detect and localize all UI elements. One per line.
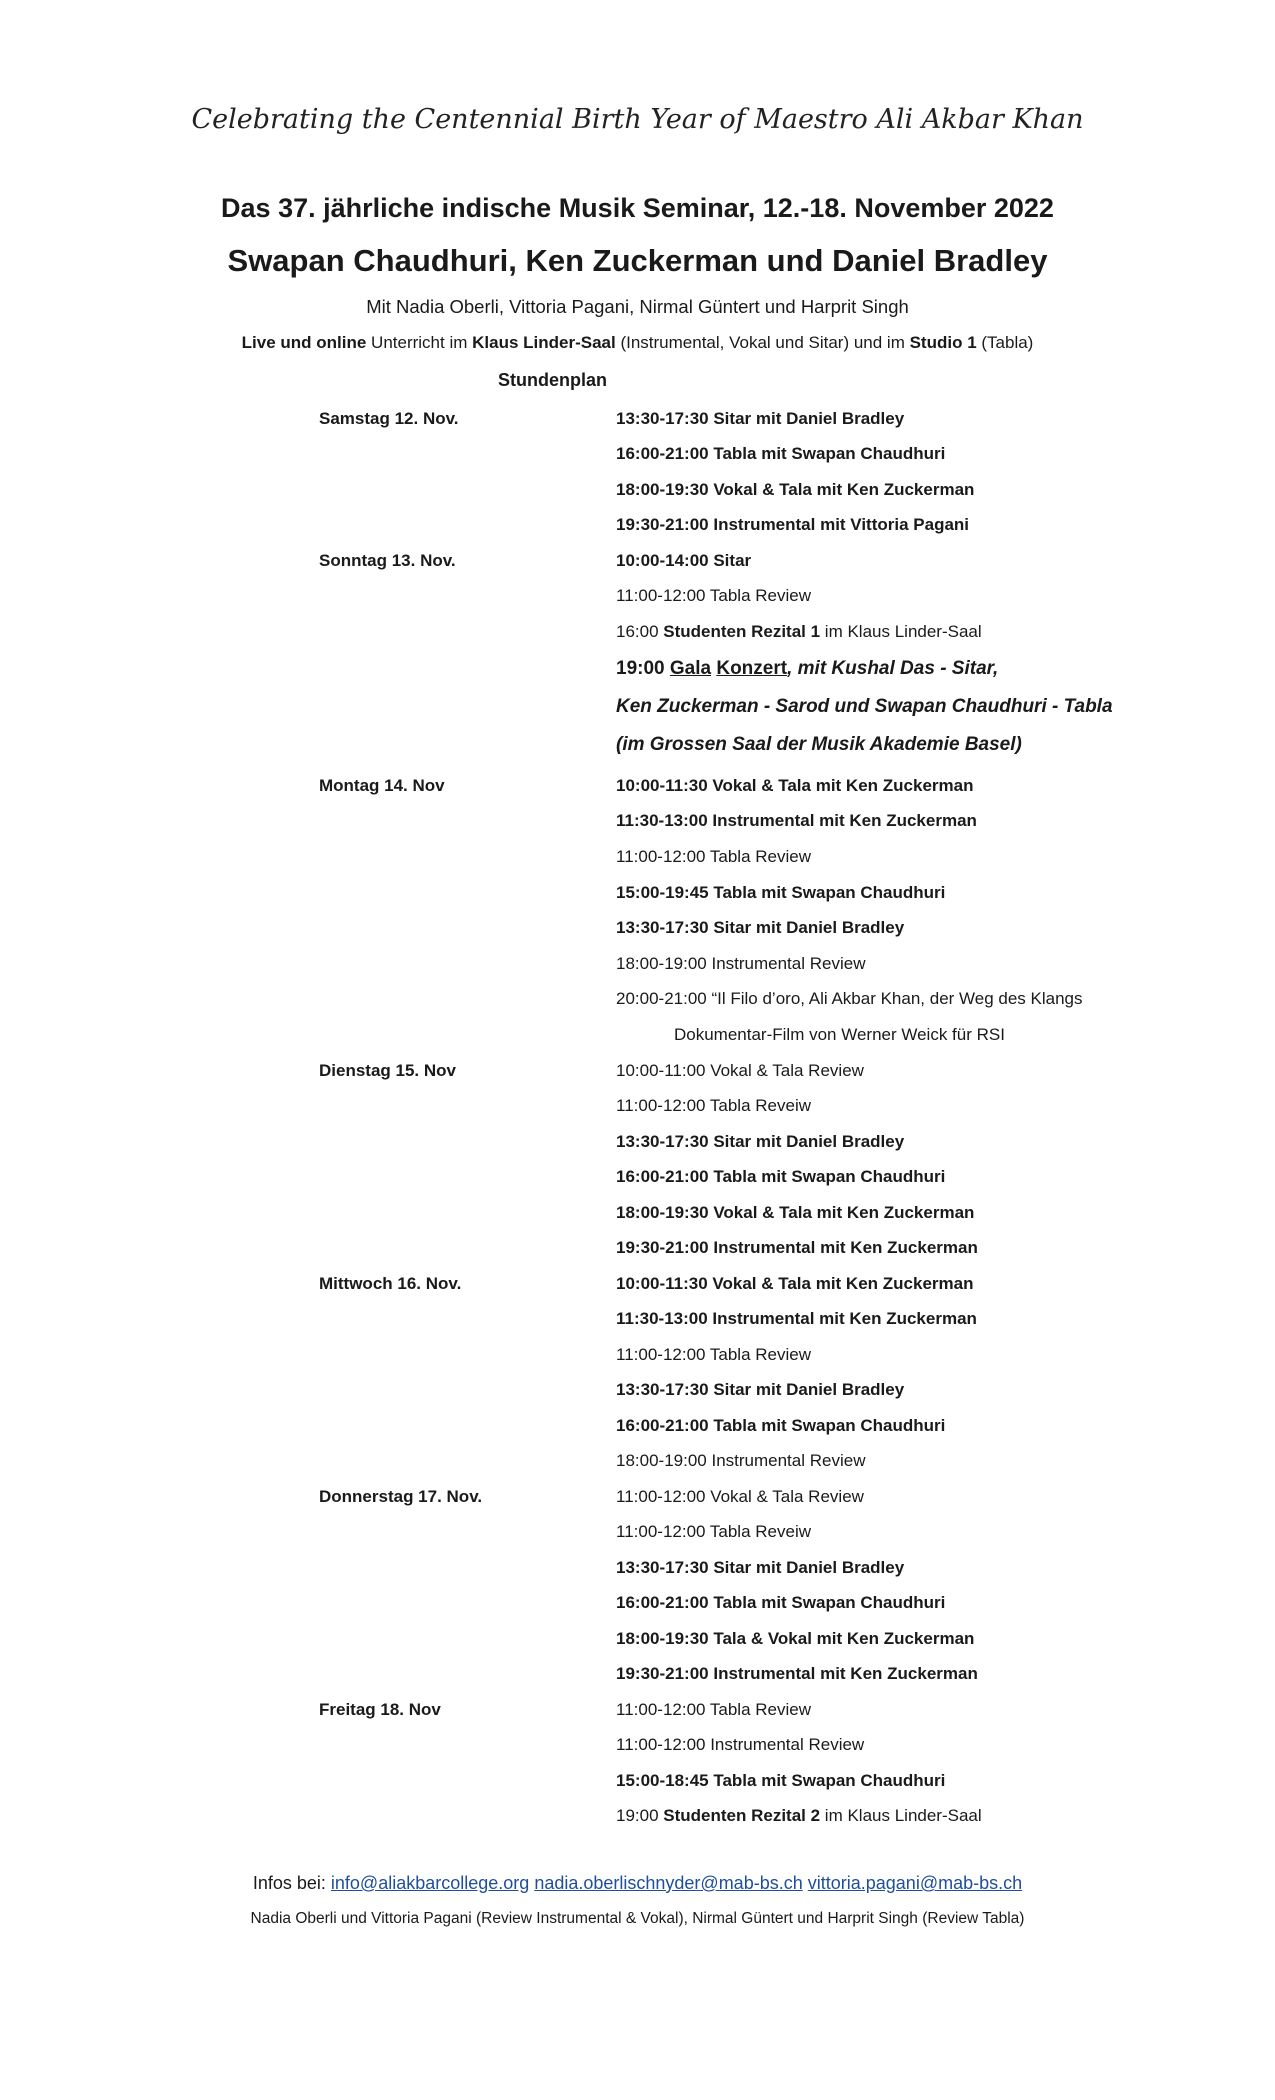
venue-text: (Tabla) — [976, 333, 1034, 352]
schedule-entry: 13:30-17:30 Sitar mit Daniel Bradley — [616, 1558, 905, 1577]
schedule-entry: 18:00-19:30 Vokal & Tala mit Ken Zuckerman — [616, 1203, 975, 1222]
schedule-entry: 18:00-19:00 Instrumental Review — [616, 954, 866, 973]
student-recital-1-entry — [616, 622, 982, 642]
schedule-heading: Stundenplan — [498, 370, 607, 390]
venue-text: Unterricht im — [366, 333, 473, 352]
teachers-title: Swapan Chaudhuri, Ken Zuckerman und Daniel Bradley — [227, 243, 1048, 278]
schedule-entry: 11:30-13:00 Instrumental mit Ken Zuckerman — [616, 1309, 977, 1328]
schedule-entry: 11:00-12:00 Tabla Reveiw — [616, 1522, 812, 1541]
schedule-entry: 11:00-12:00 Tabla Review — [616, 586, 812, 605]
film-credit: Dokumentar-Film von Werner Weick für RSI — [674, 1025, 1005, 1044]
schedule-entry: 11:00-12:00 Tabla Reveiw — [616, 1096, 812, 1115]
schedule-entry: 13:30-17:30 Sitar mit Daniel Bradley — [616, 918, 905, 937]
schedule-entry: 15:00-18:45 Tabla mit Swapan Chaudhuri — [616, 1771, 946, 1790]
venue-hall: Klaus Linder-Saal — [472, 333, 616, 352]
venue-text: (Instrumental, Vokal und Sitar) und im — [615, 333, 910, 352]
day-label: Dienstag 15. Nov — [319, 1061, 456, 1080]
email-link-nadia[interactable]: nadia.oberlischnyder@mab-bs.ch — [534, 1873, 803, 1893]
email-link-aliakbarcollege[interactable]: info@aliakbarcollege.org — [330, 1873, 530, 1893]
schedule-entry: 16:00-21:00 Tabla mit Swapan Chaudhuri — [616, 1416, 946, 1435]
assistants-line: Mit Nadia Oberli, Vittoria Pagani, Nirmal Güntert und Harprit Singh — [366, 296, 909, 317]
schedule-entry: 16:00-21:00 Tabla mit Swapan Chaudhuri — [616, 1167, 946, 1186]
schedule-entry: 13:30-17:30 Sitar mit Daniel Bradley — [616, 1380, 905, 1399]
day-label: Donnerstag 17. Nov. — [319, 1487, 483, 1506]
gala-concert-entry — [616, 658, 998, 680]
schedule-entry: 19:30-21:00 Instrumental mit Ken Zuckerman — [616, 1664, 978, 1683]
recital-title: Studenten Rezital 2 — [663, 1806, 821, 1825]
contact-line — [0, 1873, 1275, 1894]
schedule-entry: 19:30-21:00 Instrumental mit Vittoria Pagani — [616, 515, 970, 534]
schedule-entry: 18:00-19:00 Instrumental Review — [616, 1451, 866, 1470]
venue-line — [0, 333, 1275, 353]
venue-mode: Live und online — [241, 333, 367, 352]
schedule-entry: 15:00-19:45 Tabla mit Swapan Chaudhuri — [616, 883, 946, 902]
student-recital-2-entry — [616, 1806, 982, 1826]
day-label: Freitag 18. Nov — [319, 1700, 441, 1719]
review-credits: Nadia Oberli und Vittoria Pagani (Review Instrumental & Vokal), Nirmal Güntert und Harprit Singh (Review Tabla) — [250, 1910, 1025, 1927]
recital-title: Studenten Rezital 1 — [663, 622, 821, 641]
centennial-tagline: Celebrating the Centennial Birth Year of Maestro Ali Akbar Khan — [191, 104, 1084, 135]
gala-concert-performers: Ken Zuckerman - Sarod und Swapan Chaudhuri - Tabla — [616, 696, 1113, 717]
gala-performers: , mit Kushal Das - Sitar, — [787, 658, 999, 679]
schedule-entry: 10:00-11:30 Vokal & Tala mit Ken Zuckerman — [616, 1274, 974, 1293]
entry-time: 19:00 — [616, 1806, 664, 1825]
schedule-entry: 18:00-19:30 Vokal & Tala mit Ken Zuckerman — [616, 480, 975, 499]
day-label: Mittwoch 16. Nov. — [319, 1274, 462, 1293]
schedule-entry: 11:00-12:00 Vokal & Tala Review — [616, 1487, 864, 1506]
konzert-word: Konzert — [716, 658, 788, 679]
day-label: Montag 14. Nov — [319, 776, 445, 795]
schedule-entry: 16:00-21:00 Tabla mit Swapan Chaudhuri — [616, 444, 946, 463]
entry-time: 19:00 — [616, 658, 670, 679]
gala-concert-location: (im Grossen Saal der Musik Akademie Basel) — [616, 734, 1022, 755]
schedule-entry: 11:00-12:00 Tabla Review — [616, 1345, 812, 1364]
schedule-entry: 10:00-11:00 Vokal & Tala Review — [616, 1061, 864, 1080]
schedule-entry: 11:00-12:00 Instrumental Review — [616, 1735, 865, 1754]
entry-location: im Klaus Linder-Saal — [820, 622, 982, 641]
infos-label: Infos bei: — [252, 1873, 331, 1893]
gala-word: Gala — [669, 658, 712, 679]
seminar-title: Das 37. jährliche indische Musik Seminar, 12.-18. November 2022 — [221, 193, 1054, 223]
schedule-entry: 19:30-21:00 Instrumental mit Ken Zuckerman — [616, 1238, 978, 1257]
entry-time: 16:00 — [616, 622, 664, 641]
day-label: Samstag 12. Nov. — [319, 409, 459, 428]
schedule-entry: 11:00-12:00 Tabla Review — [616, 847, 812, 866]
email-link-vittoria[interactable]: vittoria.pagani@mab-bs.ch — [807, 1873, 1023, 1893]
schedule-entry: 18:00-19:30 Tala & Vokal mit Ken Zuckerman — [616, 1629, 975, 1648]
schedule-entry: 10:00-14:00 Sitar — [616, 551, 752, 570]
schedule-entry: 10:00-11:30 Vokal & Tala mit Ken Zuckerman — [616, 776, 974, 795]
schedule-entry: 13:30-17:30 Sitar mit Daniel Bradley — [616, 1132, 905, 1151]
schedule-entry: 11:00-12:00 Tabla Review — [616, 1700, 812, 1719]
schedule-entry: 11:30-13:00 Instrumental mit Ken Zuckerman — [616, 811, 977, 830]
day-label: Sonntag 13. Nov. — [319, 551, 456, 570]
schedule-entry: 16:00-21:00 Tabla mit Swapan Chaudhuri — [616, 1593, 946, 1612]
schedule-entry: 13:30-17:30 Sitar mit Daniel Bradley — [616, 409, 905, 428]
film-entry: 20:00-21:00 “Il Filo d’oro, Ali Akbar Khan, der Weg des Klangs — [616, 989, 1083, 1008]
entry-location: im Klaus Linder-Saal — [820, 1806, 982, 1825]
venue-studio: Studio 1 — [909, 333, 977, 352]
